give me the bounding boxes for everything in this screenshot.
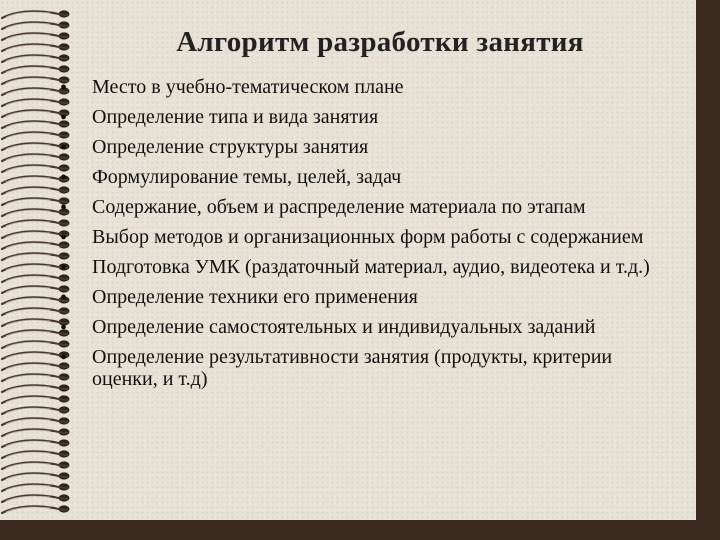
list-item — [62, 286, 672, 308]
list-item — [62, 166, 672, 188]
list-item — [62, 316, 672, 338]
spiral-coil — [2, 43, 70, 51]
bullet-icon: • — [60, 287, 68, 309]
spiral-coil — [2, 439, 70, 447]
bullet-icon: • — [60, 197, 68, 219]
spiral-coil — [2, 65, 70, 73]
bullet-icon: • — [60, 317, 68, 339]
list-item-text: Подготовка УМК (раздаточный материал, аудио, видеотека и т.д.) — [92, 256, 650, 278]
list-item-text: Определение самостоятельных и индивидуальных заданий — [92, 316, 596, 338]
spiral-coil — [2, 406, 70, 414]
bullet-icon: • — [60, 257, 68, 279]
spiral-coil — [2, 483, 70, 491]
list-item — [62, 226, 672, 248]
list-item-text: Определение результативности занятия (продукты, критерии оценки, и т.д) — [92, 346, 613, 390]
spiral-coil — [2, 54, 70, 62]
spiral-coil — [2, 395, 70, 403]
list-item-text: Содержание, объем и распределение материала по этапам — [92, 196, 586, 218]
spiral-coil — [2, 505, 70, 513]
list-item-text: Определение структуры занятия — [92, 136, 369, 158]
spiral-coil — [2, 219, 70, 227]
bullet-icon: • — [60, 137, 68, 159]
spiral-coil — [2, 21, 70, 29]
list-item — [62, 106, 672, 128]
list-item — [62, 256, 672, 278]
list-item — [62, 76, 672, 98]
slide-title: Алгоритм разработки занятия — [176, 26, 584, 58]
spiral-coil — [2, 417, 70, 425]
spiral-coil — [2, 428, 70, 436]
bullet-icon: • — [60, 347, 68, 369]
list-item — [62, 196, 672, 218]
list-item-text: Выбор методов и организационных форм работы с содержанием — [92, 226, 644, 248]
spiral-coil — [2, 10, 70, 18]
spiral-coil — [2, 450, 70, 458]
bullet-icon: • — [60, 107, 68, 129]
list-item — [62, 136, 672, 158]
spiral-coil — [2, 384, 70, 392]
spiral-coil — [2, 373, 70, 381]
spiral-coil — [2, 461, 70, 469]
bullet-list — [62, 76, 672, 398]
list-item-text: Место в учебно-тематическом плане — [92, 76, 404, 98]
spiral-coil — [2, 98, 70, 106]
spiral-coil — [2, 32, 70, 40]
list-item-text: Формулирование темы, целей, задач — [92, 166, 402, 188]
bullet-icon: • — [60, 167, 68, 189]
spiral-coil — [2, 472, 70, 480]
bullet-icon: • — [60, 77, 68, 99]
bullet-icon: • — [60, 227, 68, 249]
spiral-coil — [2, 494, 70, 502]
list-item — [62, 346, 672, 390]
list-item-text: Определение типа и вида занятия — [92, 106, 379, 128]
list-item-text: Определение техники его применения — [92, 286, 418, 308]
